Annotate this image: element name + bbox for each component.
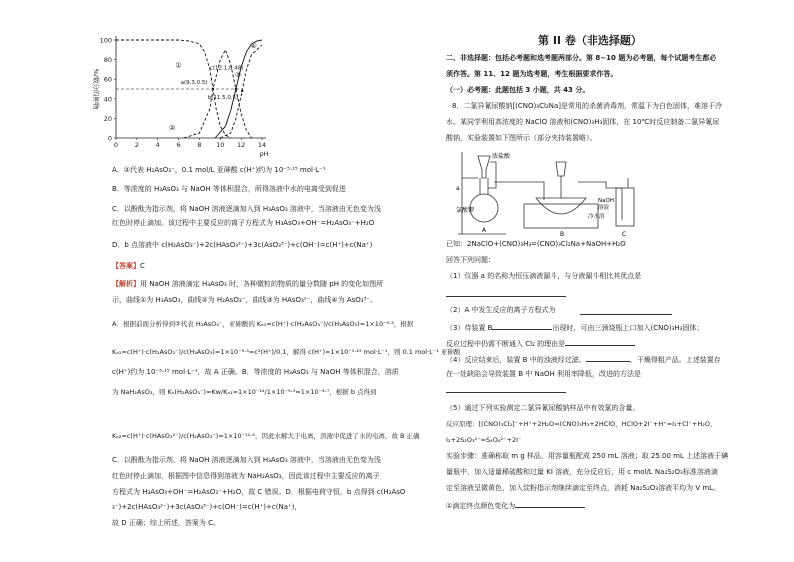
annotation-label: c(12.1,0.48) xyxy=(209,65,244,72)
option-c-line1: C．以酚酞为指示剂，将 NaOH 溶液逐滴加入到 H₃AsO₃ 溶液中，当溶液由无色变为浅 xyxy=(112,205,381,213)
flask-a xyxy=(470,194,498,222)
intro-line3: （一）必考题：此题包括 3 小题，共 43 分。 xyxy=(446,86,590,94)
curve-label: ③ xyxy=(234,71,242,80)
annotation-label: b(11.5,0.5) xyxy=(207,94,239,101)
question-5: （5）通过下列实验测定二氯异氰尿酸钠样品中有效氯的含量。 xyxy=(446,404,640,412)
x-axis-label: pH xyxy=(259,150,269,158)
label-A: A xyxy=(482,227,487,234)
label-a-instrument: a xyxy=(456,185,460,192)
answer-blank-3b[interactable] xyxy=(565,338,635,346)
x-tick-label: 10 xyxy=(216,141,225,149)
principle-line1: 反应原理：[(CNO)₃Cl₂]⁻+H⁺+2H₂O=(CNO)₃H₃+2HClO，HClO+2I⁻+H⁺=I₂+Cl⁻+H₂O， xyxy=(446,420,717,428)
step-line4 xyxy=(446,500,585,511)
option-c-line2: 红色时停止滴加。该过程中主要反应的离子方程式为 H₃AsO₃+OH⁻=H₂AsO₃⁻+H₂O xyxy=(112,219,375,227)
annotation-point xyxy=(235,88,237,90)
answer-blank-4a[interactable] xyxy=(586,354,630,362)
question-4 xyxy=(446,354,721,365)
question-3-part-b: 出现时，可由三颈烧瓶上口加入(CNO)₃H₃固体； xyxy=(552,324,704,332)
option-a: A．②代表 H₂AsO₃⁻，0.1 mol/L 亚砷酸 c(H⁺)约为 10⁻⁵·¹⁵ mol·L⁻¹ xyxy=(112,166,326,174)
three-neck-flask xyxy=(536,198,586,214)
cold-bath xyxy=(524,204,598,228)
annotation-point xyxy=(241,90,243,92)
option-d: D．b 点溶液中 c(H₂AsO₃⁻)+2c(HAsO₃²⁻)+3c(AsO₃³⁻)+c(OH⁻)=c(H⁺)+c(Na⁺) xyxy=(112,241,373,249)
label-kclo3: 氯酸钾 xyxy=(456,207,475,214)
step-line2: 量瓶中，加入适量稀硫酸和过量 KI 溶液，充分反应后，用 c mol/L Na₂S₂O₃标准溶液滴 xyxy=(446,468,718,476)
step-line3: 定至溶液呈微黄色，加入淀粉指示剂继续滴定至终点，消耗 Na₂S₂O₃溶液平均为 V mL。 xyxy=(446,484,721,492)
question-3-line2 xyxy=(446,338,635,349)
analysis-a5: Kₐ₂=c(H⁺)·c(HAsO₃²⁻)/c(H₂AsO₃⁻)=1×10⁻¹¹·⁵，因此水解大于电离，溶液中促进了水的电离，故 B 正确 xyxy=(112,432,420,440)
question-3 xyxy=(446,322,703,333)
question-4-line2: 在一处缺陷会导致装置 B 中 NaOH 利用率降低，改进的方法是 xyxy=(446,370,642,378)
analysis-text1: 用 NaOH 溶液滴定 H₃AsO₃ 时，各种微粒的物质的量分数随 pH 的变化如图所 xyxy=(140,280,384,288)
label-ice-bath: 冷水浴 xyxy=(588,214,605,220)
y-tick-label: 0 xyxy=(107,134,112,143)
answer-blank-5[interactable] xyxy=(515,500,585,508)
annotation-label: a(9.3,0.5) xyxy=(180,80,208,87)
y-tick-label: 100 xyxy=(99,36,112,45)
question-2: （2）A 中发生反应的离子方程式为 xyxy=(446,306,556,314)
answer-prompt: 回答下列问题： xyxy=(446,256,495,264)
answer-line xyxy=(112,262,145,271)
x-tick-label: 12 xyxy=(237,141,246,149)
answer-value: C xyxy=(140,262,145,270)
intro-line2: 须作答。第 11、12 题为选考题，考生根据要求作答。 xyxy=(446,70,618,78)
question-4-part-b: 、干燥得粗产品。上述装置存 xyxy=(629,356,721,364)
answer-blank-2[interactable] xyxy=(580,314,672,315)
intro-line1: 二、非选择题：包括必考题和选考题两部分。第 8~10 题为必考题，每个试题考生都必 xyxy=(446,54,717,62)
q8-line1: 8．二氯异氰尿酸钠[(CNO)₃Cl₂Na]是常用的杀菌消毒剂，常温下为白色固体，难溶于冷 xyxy=(452,102,722,110)
apparatus-diagram xyxy=(456,148,646,238)
analysis-a2: Kₐ₁=c(H⁺)·c(H₂AsO₃⁻)/c(H₃AsO₃)=1×10⁻⁹·³=c²(H⁺)/0.1，解得 c(H⁺)=1×10⁻⁵·¹⁵ mol·L⁻¹，则 0.1 mol·L⁻¹ 亚砷酸 xyxy=(112,348,461,356)
answer-blank-4b[interactable] xyxy=(446,392,566,393)
distribution-chart xyxy=(86,28,282,160)
dropping-funnel xyxy=(478,156,490,178)
analysis-a1: A．根据前面分析得到②代表 H₂AsO₃⁻，亚砷酸的 Kₐ₁=c(H⁺)·c(H₂AsO₃⁻)/c(H₃AsO₃)=1×10⁻⁹·³，根据 xyxy=(112,320,414,328)
q8-line3: 酸钠，实验装置如下图所示（部分夹持装置略）。 xyxy=(446,134,597,142)
y-tick-label: 80 xyxy=(103,56,112,65)
analysis-c1: C．以酚酞为指示剂，将 NaOH 溶液逐滴加入到 H₃AsO₃ 溶液中，当溶液由无色变为浅 xyxy=(112,456,381,464)
x-tick-label: 0 xyxy=(113,141,119,149)
q8-line2: 水。某同学利用高浓度的 NaClO 溶液和(CNO)₃H₃固体，在 10℃时反应制备二氯异氰尿 xyxy=(446,118,720,126)
analysis-line2: 示，曲线①为 H₃AsO₃，曲线②为 H₂AsO₃⁻，曲线③为 HAsO₃²⁻，曲线④为 AsO₃³⁻。 xyxy=(112,296,378,304)
option-b: B．等浓度的 H₃AsO₃ 与 NaOH 等体积混合，所得溶液中水的电离受到促进 xyxy=(112,185,346,193)
known-equation: 已知：2NaClO+(CNO)₃H₃=(CNO)₃Cl₂Na+NaOH+H₂O xyxy=(446,240,626,248)
curve-label: ② xyxy=(169,124,176,133)
step-line1: 实验步骤：准确称取 m g 样品，用容量瓶配成 250 mL 溶液；取 25.00 mL 上述溶液于碘 xyxy=(446,452,729,460)
analysis-a3: c(H⁺)约为 10⁻⁵·¹⁵ mol·L⁻¹，故 A 正确。B．等浓度的 H₃AsO₃ 与 NaOH 等体积混合，溶质 xyxy=(112,368,399,376)
answer-blank-1[interactable] xyxy=(446,296,566,297)
curve-label: ④ xyxy=(250,41,257,50)
y-tick-label: 40 xyxy=(103,95,112,104)
x-tick-label: 6 xyxy=(176,141,181,149)
question-3-part-a: （3）待装置 B xyxy=(446,324,493,332)
label-hcl: 浓盐酸 xyxy=(492,153,511,160)
x-tick-label: 8 xyxy=(197,141,202,149)
curve-label: ① xyxy=(175,61,182,70)
analysis-line1 xyxy=(112,280,383,289)
label-B: B xyxy=(560,231,565,238)
y-axis-label: %/数分的种物 xyxy=(92,68,100,110)
analysis-c2: 红色时停止滴加，根据图中信息得到溶液为 NaH₂AsO₃，因此该过程中主要反应的离子 xyxy=(112,472,380,480)
label-naoh: NaOH xyxy=(598,198,614,204)
y-tick-label: 20 xyxy=(103,114,112,123)
analysis-a4: 为 NaH₂AsO₃，则 Kₕ(H₂AsO₃⁻)=Kw/Kₐ₁=1×10⁻¹⁴/1×10⁻⁹·³=1×10⁻⁴·⁷，根据 b 点得到 xyxy=(112,388,377,396)
answer-label: 【答案】 xyxy=(112,262,140,270)
answer-blank-3a[interactable] xyxy=(492,322,552,330)
analysis-c3: 方程式为 H₃AsO₃+OH⁻=H₂AsO₃⁻+H₂O，故 C 错误。D．根据电荷守恒，b 点得到 c(H₂AsO xyxy=(112,488,406,496)
analysis-c5: 故 D 正确；综上所述，答案为 C。 xyxy=(112,519,220,527)
label-C: C xyxy=(622,231,627,238)
x-tick-label: 2 xyxy=(134,141,139,149)
principle-line2: I₂+2S₂O₃²⁻=S₄O₆²⁻+2I⁻ xyxy=(446,436,522,444)
analysis-label: 【解析】 xyxy=(112,280,140,288)
label-solution: 溶液 xyxy=(598,205,610,211)
analysis-c4: ₃⁻)+2c(HAsO₃²⁻)+3c(AsO₃³⁻)+c(OH⁻)=c(H⁺)+c(Na⁺)， xyxy=(112,503,302,511)
section-title: 第 II 卷（非选择题） xyxy=(538,34,642,47)
question-3-part-c: 反应过程中仍需不断通入 Cl₂ 的理由是 xyxy=(446,340,566,348)
step-4-text: ①滴定终点颜色变化为 xyxy=(446,502,516,510)
bottle-c xyxy=(616,188,634,226)
y-tick-label: 60 xyxy=(103,75,112,84)
question-4-part-a: （4）反应结束后，装置 B 中的浊液经过滤、 xyxy=(446,356,586,364)
x-tick-label: 14 xyxy=(257,141,267,149)
x-tick-label: 4 xyxy=(155,141,160,149)
annotation-point xyxy=(212,88,214,90)
question-1: （1）仪器 a 的名称为恒压滴液漏斗，与分液漏斗相比其优点是 xyxy=(446,272,642,280)
